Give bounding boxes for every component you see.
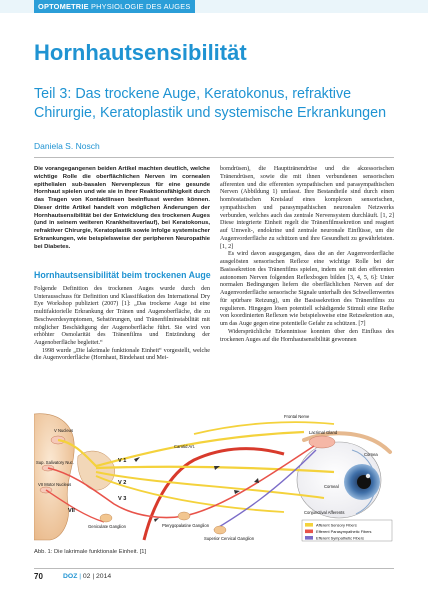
label-frontal-nerve: Frontal Nerve <box>284 414 310 419</box>
label-superior-cervical: Superior Cervical Ganglion <box>204 536 255 541</box>
article-subtitle: Teil 3: Das trockene Auge, Keratokonus, refraktive Chirurgie, Keratoplastik und systemische Erkrankungen <box>34 86 387 121</box>
paragraph: Es wird davon ausgegangen, dass die an der Augenvorderfläche ausgelösten sensorischen Reflexe eine wichtige Rolle bei der Basissekretion des Tränenfilms spielen, indem sie mit den efferenten autonomen Nerven folgenden Reflexbogen bilden [3, 4, 5, 6]: Unter normalen Bedingungen liefern die oberflächlichen Nerven auf der Augenvorderfläche sensorische Signale unterhalb des Schwellenwertes für spürbare Reizung), um die Basissekretion des Tränenfilms zu regulieren. Hingegen lösen potentiell schädigende Stimuli eine Reihe von koordinierten Reflexen wie beispielsweise eine Reizsekretion aus, um das Auge gegen eine potentielle Gefahr zu schützen. [7] <box>220 251 394 327</box>
eye-highlight <box>366 474 370 478</box>
pterygopalatine-ganglion-shape <box>178 512 190 520</box>
header-bar <box>0 0 428 13</box>
label-sup-salivatory: Sup. Salivatory Nuc. <box>36 460 74 465</box>
legend-swatch <box>305 523 313 527</box>
section-topic: PHYSIOLOGIE DES AUGES <box>91 2 191 11</box>
label-v3: V 3 <box>118 496 127 502</box>
label-vii-motor: VII Motor Nucleus <box>38 482 72 487</box>
abstract: Die vorangegangenen beiden Artikel machten deutlich, welche wichtige Rolle die oberflächlichen Nerven im cornealen epithelialen sub-basalen Nervenplexus für eine gesunde Hornhaut spielen und wie sie in ihrer Reaktionsfähigkeit durch das Tragen von Kontaktlinsen beeinflusst werden können. Dieser dritte Artikel handelt von möglichen Änderungen der Hornhautsensibilität bei der Entwicklung des trockenen Auges (und in seinem weiteren Krankheitsverlauf), bei Keratokonus, refraktiver Chirurgie, Keratoplastik sowie infolge systemischer Erkrankungen, wie beispielsweise der peripheren Neuropathie bei Diabetes. <box>34 166 210 250</box>
legend-swatch <box>305 530 313 534</box>
footer-separator: | <box>79 573 82 580</box>
label-cornea: Cornea <box>364 452 378 457</box>
section-name: OPTOMETRIE <box>38 2 89 11</box>
label-v-nucleus: V Nucleus <box>54 428 74 433</box>
label-carotid-art: Carotid Art. <box>174 444 195 449</box>
journal-brand: DOZ <box>63 573 78 580</box>
label-v2: V 2 <box>118 480 127 486</box>
section-tag <box>34 0 195 13</box>
label-vii: VII <box>68 508 75 514</box>
figure-legend <box>302 520 392 541</box>
arrow-icon <box>134 457 140 462</box>
superior-cervical-ganglion-shape <box>214 526 226 534</box>
figure-caption: Abb. 1: Die lakrimale funktionale Einheit. [1] <box>34 549 147 555</box>
paragraph: Widersprüchliche Erkenntnisse konnten über den Einfluss des trockenen Auges auf die Hornhautsensibilität gewonnen <box>220 328 394 343</box>
paragraph: bomdrüsen), die Haupttränendrüse und die akzessorischen Tränendrüsen, sowie die mit ihnen verbundenen sensorischen afferenten und die efferenten sympathischen und parasympathischen Nerven (Abbildung 1) umfasst. Ihre Bestandteile sind durch einen homöostatischen Kreislauf eines komplexen sensorischen, sympathischen und parasympathischen neuronalen Netzwerks verbunden, welches auch das zentrale Nervensystem durchläuft. [1, 2] Diese integrierte Einheit regelt die Tränenfilmsekretion und reagiert auf Umwelt-, endokrine und zentrale neuronale Einflüsse, um die Augenvorderfläche zu schützen und ihre Gesundheit zu gewährleisten. [1, 2] <box>220 166 394 250</box>
arrow-icon <box>154 518 159 522</box>
article-title: Hornhautsensibilität <box>34 40 247 65</box>
legend-label: Afferent Sensory Fibers <box>316 522 357 528</box>
journal-issue: 02 | 2014 <box>82 573 112 580</box>
paragraph: 1998 wurde „Die lakrimale funktionale Einheit“ vorgestellt, welche die Augenvorderfläche (Hornhaut, Bindehaut und Mei- <box>34 347 210 362</box>
section-heading: Hornhautsensibilität beim trockenen Auge <box>34 270 211 280</box>
trigeminal-ganglion-shape <box>78 451 115 490</box>
label-lacrimal-gland: Lacrimal Gland <box>309 430 338 435</box>
legend-swatch <box>305 536 313 540</box>
afferent-fiber <box>96 472 324 498</box>
label-pterygopalatine: Pterygopalatine Ganglion <box>162 523 210 528</box>
body-column-right <box>220 166 394 344</box>
label-geniculate: Geniculate Ganglion <box>88 524 126 529</box>
lacrimal-unit-diagram <box>34 412 394 542</box>
body-column-left <box>34 286 210 363</box>
author-name: Daniela S. Nosch <box>34 141 100 151</box>
label-conjunctival-afferents: Conjunctival Afferents <box>304 510 345 515</box>
label-v1: V 1 <box>118 458 127 464</box>
paragraph: Folgende Definition des trockenen Auges wurde durch den Unterausschuss für Definition und Klassifikation des International Dry Eye Workshop publiziert (2007) [1]: „Das trockene Auge ist eine multifaktorielle Erkrankung der Tränen und Augenoberfläche, die zu Beschwerdesymptomen, Sehstörungen, und Tränenfilminstabilität mit möglicher Beschädigung der Augenoberfläche führt. Sie wird von erhöhter Osmolarität des Tränenfilms und Entzündung der Augenoberfläche begleitet.“ <box>34 286 210 347</box>
geniculate-ganglion-shape <box>100 514 112 522</box>
legend-label: Efferent Sympathetic Fibers <box>316 535 364 541</box>
journal-info <box>63 573 111 580</box>
label-corneal: Corneal <box>324 484 339 489</box>
arrow-icon <box>254 478 259 483</box>
title-divider <box>34 157 394 158</box>
legend-label: Efferent Parasympathetic Fibers <box>316 528 372 534</box>
footer-divider <box>34 568 394 569</box>
page-number: 70 <box>34 572 43 581</box>
lacrimal-unit-figure <box>34 412 394 542</box>
